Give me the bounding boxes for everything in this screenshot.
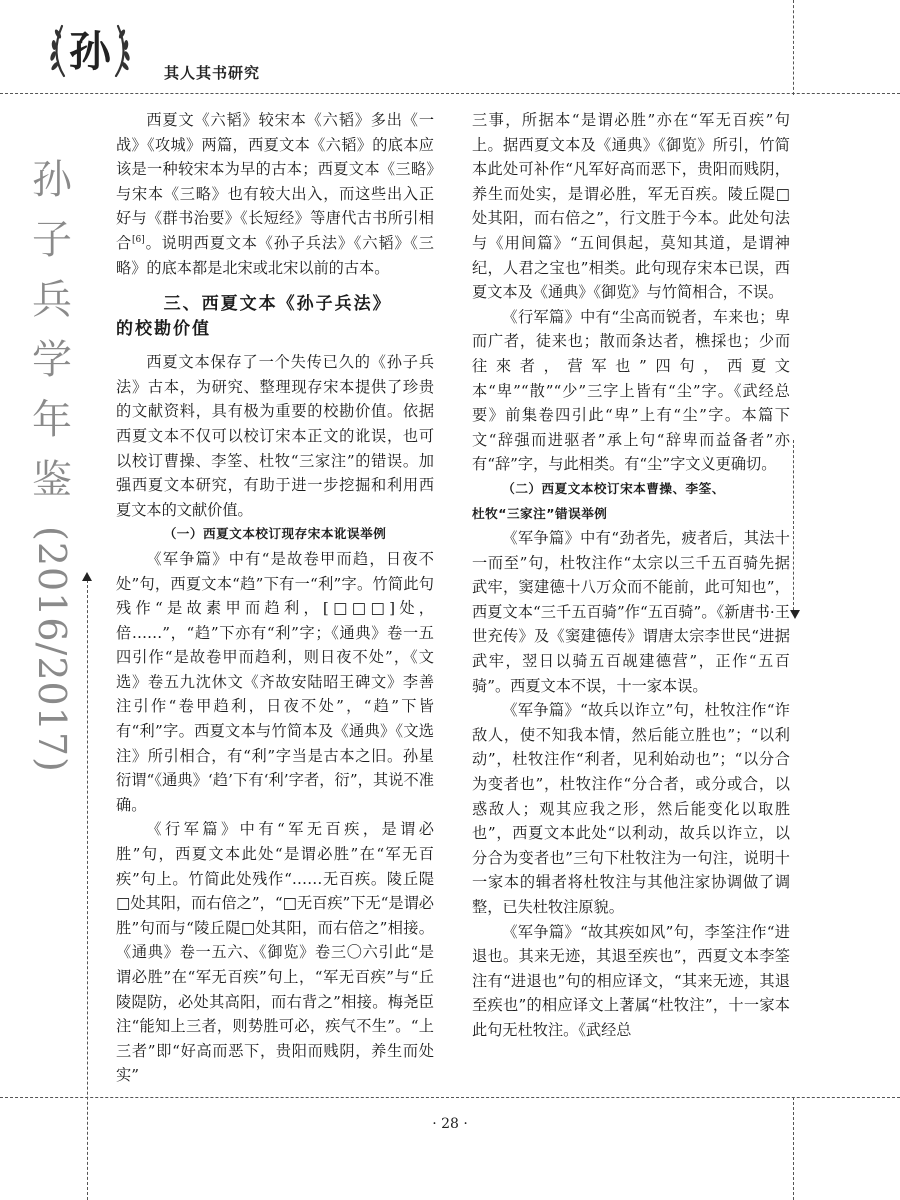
paragraph: 三事，所据本“是谓必胜”亦在“军无百疾”句上。据西夏文本及《通典》《御览》所引，竹简本此处可补作“凡军好高而恶下，贵阳而贱阴，养生而处实，是谓必胜，军无百疾。陵丘隄□处其阳，而右倍之”，行文胜于今本。此处句法与《用间篇》“五间俱起，莫知其道，是谓神纪，人君之宝也”相类。此句现存宋本已误，西夏文本及《通典》《御览》与竹简相合，不误。 [472, 111, 790, 302]
margin-guide-bottom-right [793, 1097, 794, 1200]
section-heading-line: 的校勘价值 [116, 319, 211, 340]
logo-glyph: 孙 [68, 27, 112, 76]
paragraph: 《军争篇》中有“劲者先，疲者后，其法十一而至”句，杜牧注作“太宗以三千五百骑先据武牢，窦建德十八万众而不能前，此可知也”，西夏文本“三千五百骑”作“五百骑”。《新唐书·王世充传》及《窦建德传》谓唐太宗李世民“进据武牢，翌日以骑五百觇建德营”，正作“五百骑”。西夏文本不误，十一家本误。 [472, 529, 790, 695]
margin-guide-right [793, 440, 794, 610]
side-title-char: 年 [32, 397, 72, 443]
subsection-heading: （一）西夏文本校订现存宋本讹误举例 [163, 526, 387, 542]
side-title-char: 兵 [32, 277, 72, 323]
page-number: · 28 · [432, 1116, 468, 1132]
yearbook-logo [44, 14, 136, 84]
margin-guide-left [87, 580, 88, 1200]
side-title-char: 学 [32, 337, 72, 383]
arrow-up-icon [82, 572, 92, 581]
side-title-years: (2016/2017) [30, 525, 74, 773]
subsection-heading: 杜牧“三家注”错误举例 [472, 505, 608, 521]
paragraph [116, 108, 434, 280]
side-title-char: 子 [32, 217, 72, 263]
paragraph: 《军争篇》中有“是故卷甲而趋，日夜不处”句，西夏文本“趋”下有一“利”字。竹简此句残作“是故素甲而趋利，[□□□]处，倍……”，“趋”下亦有“利”字；《通典》卷一五四引作“是故卷甲而趋利，则日夜不处”，《文选》卷五九沈休文《齐故安陆昭王碑文》李善注引作“卷甲趋利，日夜不处”，“趋”下皆有“利”字。西夏文本与竹简本及《通典》《文选注》所引相合，有“利”字当是古本之旧。孙星衍谓“《通典》‘趋’下有‘利’字者，衍”，其说不准确。 [116, 549, 434, 814]
paragraph-text: 。说明西夏文本《孙子兵法》《六韬》《三略》的底本都是北宋或北宋以前的古本。 [116, 233, 434, 277]
margin-guide-top-right [793, 0, 794, 95]
running-head: 其人其书研究 [164, 64, 261, 82]
paragraph: 西夏文本保存了一个失传已久的《孙子兵法》古本，为研究、整理现存宋本提供了珍贵的文献资料，具有极为重要的校勘价值。依据西夏文本不仅可以校订宋本正文的讹误，也可以校订曹操、李筌、杜牧“三家注”的错误。加强西夏文本研究，有助于进一步挖掘和利用西夏文本的文献价值。 [116, 353, 434, 519]
side-title-char: 鉴 [32, 457, 72, 503]
paragraph-text: 西夏文《六韬》较宋本《六韬》多出《一战》《攻城》两篇，西夏文本《六韬》的底本应该是一种较宋本为早的古本；西夏文本《三略》与宋本《三略》也有较大出入，而这些出入正好与《群书治要》《长短经》等唐代古书所引相合 [116, 111, 434, 252]
footer-rule [0, 1097, 900, 1098]
side-title [22, 150, 82, 784]
footnote-ref: [6] [132, 234, 145, 245]
right-column [472, 108, 790, 1043]
side-title-char: 孙 [32, 157, 72, 203]
paragraph: 《行军篇》中有“尘高而锐者，车来也；卑而广者，徒来也；散而条达者，樵採也；少而往來者，营军也”四句，西夏文本“卑”“散”“少”三字上皆有“尘”字。《武经总要》前集卷四引此“卑”上有“尘”字。本篇下文“辞强而进驱者”承上句“辞卑而益备者”亦有“辞”字，与此相类。有“尘”字文义更确切。 [472, 307, 790, 474]
arrow-down-icon [790, 610, 800, 619]
left-column [116, 108, 434, 1088]
section-heading-line: 三、西夏文本《孙子兵法》 [163, 294, 392, 315]
paragraph: 《行军篇》中有“军无百疾，是谓必胜”句，西夏文本此处“是谓必胜”在“军无百疾”句上。竹简此处残作“……无百疾。陵丘隄□处其阳，而右倍之”，“□无百疾”下无“是谓必胜”句而与“陵丘隄□处其阳，而右倍之”相接。《通典》卷一五六、《御览》卷三〇六引此“是谓必胜”在“军无百疾”句上，“军无百疾”与“丘陵隄防，必处其高阳，而右背之”相接。梅尧臣注“能知上三者，则势胜可必，疾气不生”。“上三者”即“好高而恶下，贵阳而贱阴，养生而处实” [116, 820, 434, 1085]
paragraph: 《军争篇》“故兵以诈立”句，杜牧注作“诈敌人，使不知我本情，然后能立胜也”；“以利动”，杜牧注作“利者，见利始动也”；“以分合为变者也”，杜牧注作“分合者，或分或合，以惑敌人；观其应我之形，然后能变化以取胜也”，西夏文本此处“以利动，故兵以诈立，以分合为变者也”三句下杜牧注为一句注，说明十一家本的辑者将杜牧注与其他注家协调做了调整，已失杜牧注原貌。 [472, 701, 790, 916]
section-heading [116, 292, 434, 342]
subsection-heading: （二）西夏文本校订宋本曹操、李筌、 [502, 480, 725, 496]
paragraph: 《军争篇》“故其疾如风”句，李筌注作“进退也。其来无迹，其退至疾也”，西夏文本李筌注有“进退也”句的相应译文，“其来无迹，其退至疾也”的相应译文上著属“杜牧注”，十一家本此句无杜牧注。《武经总 [472, 922, 790, 1039]
header-rule [0, 93, 900, 94]
